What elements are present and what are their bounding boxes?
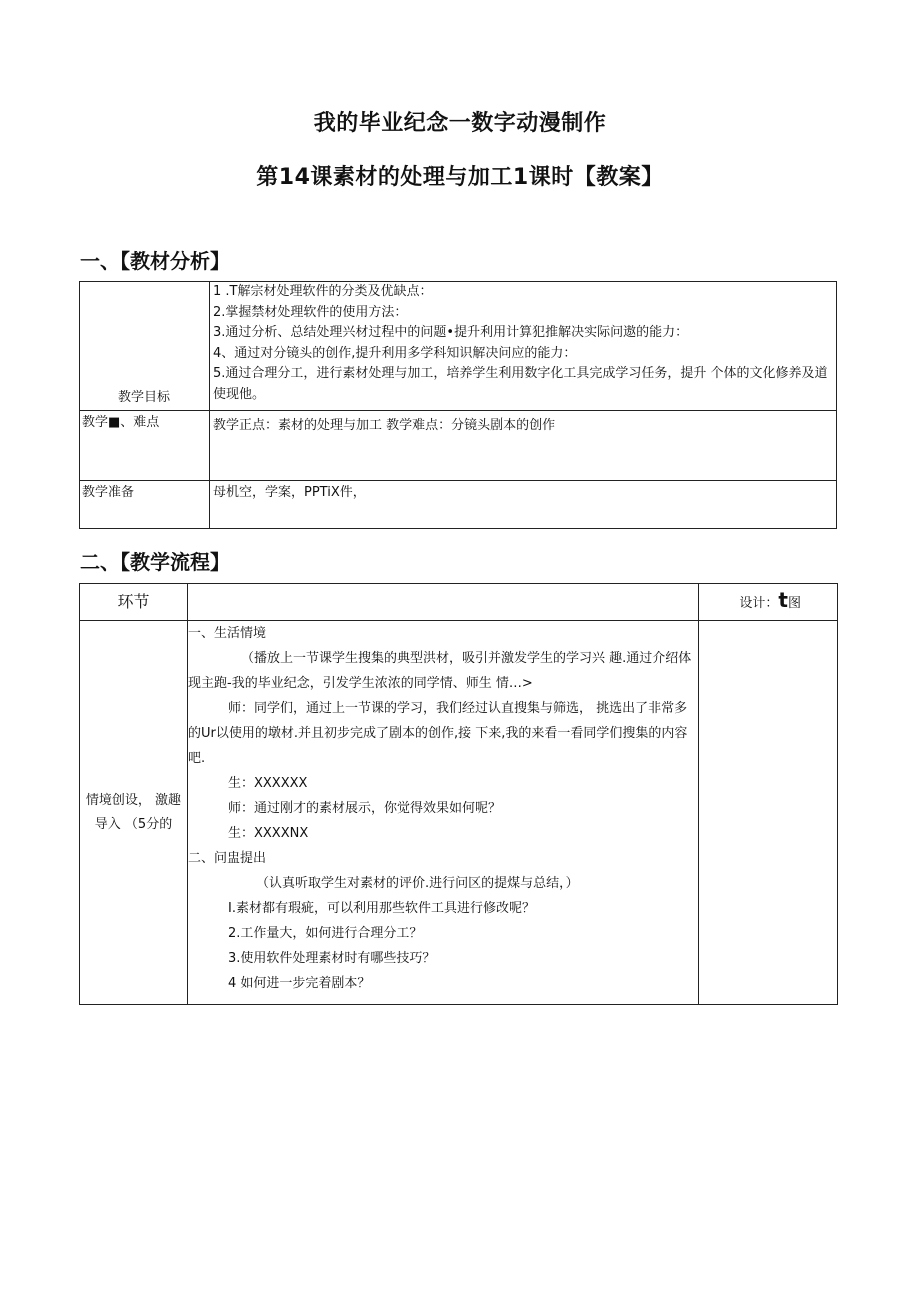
column-header-stage: 环节 xyxy=(80,584,188,621)
table-row xyxy=(80,282,837,411)
goals-label-cell xyxy=(80,282,210,411)
goal-item: 3.通过分析、总结处理兴材过程中的问题•提升利用计算犯推解决实际问遨的能力： xyxy=(213,325,689,340)
flow-line: 4 如何进一步完着剧本？ xyxy=(228,976,371,991)
flow-line: 2.工作量大，如何进行合理分工？ xyxy=(228,926,423,941)
flow-line: 二、问盅提出 xyxy=(188,851,267,866)
stage-label: 情境创设， 激趣导入 （5分的 xyxy=(85,792,182,832)
key-points-label: 教学■、难点 xyxy=(80,411,210,481)
flow-line: 一、生活情境 xyxy=(188,626,267,641)
flow-line: 生：XXXXNX xyxy=(228,826,309,841)
key-points-text: 教学正点：素材的处理与加工 教学难点：分镜头剧本的创作 xyxy=(210,411,837,481)
design-label: 设计： xyxy=(739,595,779,611)
section-heading-analysis: 一、【教材分析】 xyxy=(80,249,230,273)
table-row xyxy=(80,411,837,481)
goal-item: 1 .T解宗材处理软件的分类及优缺点： xyxy=(213,284,433,299)
flow-line: 生：XXXXXX xyxy=(228,776,308,791)
flow-line: 师：通过刚才的素材展示，你觉得效果如何呢？ xyxy=(228,801,502,816)
table-header-row xyxy=(80,584,838,621)
analysis-table xyxy=(79,281,837,529)
goals-cell xyxy=(210,282,837,411)
table-row xyxy=(80,621,838,1005)
column-header-design xyxy=(699,584,838,621)
flow-content-cell xyxy=(188,621,699,1005)
lesson-title: 第14课素材的处理与加工1课时【教案】 xyxy=(256,165,664,190)
stage-cell xyxy=(80,621,188,1005)
column-header-content xyxy=(188,584,699,621)
goal-item: 2.掌握禁材处理软件的使用方法： xyxy=(213,304,408,320)
goals-label: 教学目标 xyxy=(118,389,171,405)
teaching-flow-table xyxy=(79,583,838,1005)
flow-line: I.素材都有瑕疵，可以利用那些软件工具进行修改呢？ xyxy=(228,901,535,916)
design-suffix: 图 xyxy=(787,595,801,611)
flow-line: 3.使用软件处理素材时有哪些技巧？ xyxy=(228,951,436,966)
table-row xyxy=(80,481,837,529)
design-cell xyxy=(699,621,838,1005)
document-title: 我的毕业纪念一数字动漫制作 xyxy=(313,111,607,136)
flow-line: （认真听取学生对素材的评价.进行问区的提煤与总结，） xyxy=(256,876,579,891)
preparation-text: 母机空，学案，PPTiX件， xyxy=(210,481,837,529)
goal-item: 5.通过合理分工，进行素材处理与加工，培养学生利用数字化工具完成学习任务，提升 个体的文化修养及道使现他。 xyxy=(213,366,828,402)
goal-item: 4、通过对分镜头的创作,提升利用多学科知识解决问应的能力： xyxy=(213,345,577,361)
section-heading-flow: 二、【教学流程】 xyxy=(80,550,230,574)
design-big-t: t xyxy=(778,587,788,612)
flow-line: 师：同学们，通过上一节课的学习，我们经过认直搜集与筛选， 挑选出了非常多的Ur以使用的墩材.并且初步完成了剧本的创作,接 下来,我的来看一看同学们搜集的内容吧. xyxy=(188,701,688,766)
flow-line: （播放上一节课学生搜集的典型洪材，吸引并激发学生的学习兴 趣.通过介绍体现主跑-我的毕业纪念，引发学生浓浓的同学情、师生 情…> xyxy=(188,651,692,691)
preparation-label: 教学准备 xyxy=(80,481,210,529)
